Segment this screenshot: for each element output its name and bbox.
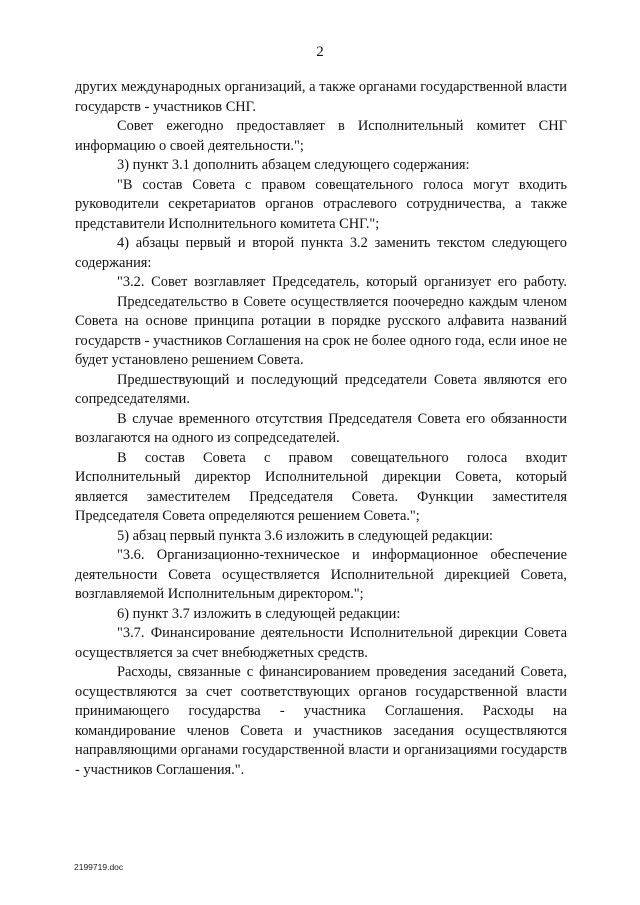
paragraph-amendment-4: 4) абзацы первый и второй пункта 3.2 заменить текстом следующего содержания:: [75, 235, 567, 271]
paragraph-co-chairs: Предшествующий и последующий председатели Совета являются его сопредседателями.: [75, 371, 567, 407]
document-filename-footer: 2199719.doc: [74, 862, 124, 872]
paragraph-clause-3-2: "3.2. Совет возглавляет Председатель, который организует его работу.: [117, 274, 567, 290]
paragraph-amendment-3: 3) пункт 3.1 дополнить абзацем следующего содержания:: [117, 157, 470, 173]
paragraph-amendment-6: 6) пункт 3.7 изложить в следующей редакции:: [117, 605, 401, 622]
paragraph-chairmanship: Председательство в Совете осуществляется поочередно каждым членом Совета на основе принципа ротации в порядке русского алфавита названий государств - участников Соглашения на срок не более одного года, если иное не будет установлено решением Совета.: [75, 293, 567, 368]
paragraph-amendment-5: 5) абзац первый пункта 3.6 изложить в следующей редакции:: [117, 527, 494, 544]
paragraph-council-reporting: Совет ежегодно предоставляет в Исполнительный комитет СНГ информацию о своей деятельности.";: [75, 118, 567, 154]
paragraph-executive-director: В состав Совета с правом совещательного голоса входит Исполнительный директор Исполнительной дирекции Совета, который является заместителем Председателя Совета. Функции заместителя Председателя Совета определяются решением Совета.";: [75, 449, 567, 524]
paragraph-expenses: Расходы, связанные с финансированием проведения заседаний Совета, осуществляются за счет соответствующих органов государственной власти принимающего государства - участника Соглашения. Расходы на командирование членов Совета и участников заседания осуществляются направляющими органами государственной власти и организациями государств - участников Соглашения.".: [75, 664, 567, 778]
page-number: 2: [316, 44, 324, 60]
paragraph-clause-3-7: "3.7. Финансирование деятельности Исполнительной дирекции Совета осуществляется за счет внебюджетных средств.: [75, 625, 567, 661]
paragraph-council-composition: "В состав Совета с правом совещательного голоса могут входить руководители секретариатов органов отраслевого сотрудничества, а также представители Исполнительного комитета СНГ.";: [75, 176, 567, 232]
paragraph-continuation: других международных организаций, а также органами государственной власти государств - участников СНГ.: [75, 79, 567, 115]
document-body: [75, 78, 567, 780]
paragraph-clause-3-6: "3.6. Организационно-техническое и информационное обеспечение деятельности Совета осуществляется Исполнительной дирекцией Совета, возглавляемой Исполнительным директором.";: [75, 547, 567, 602]
paragraph-chair-absence: В случае временного отсутствия Председателя Совета его обязанности возлагаются на одного из сопредседателей.: [75, 410, 567, 446]
